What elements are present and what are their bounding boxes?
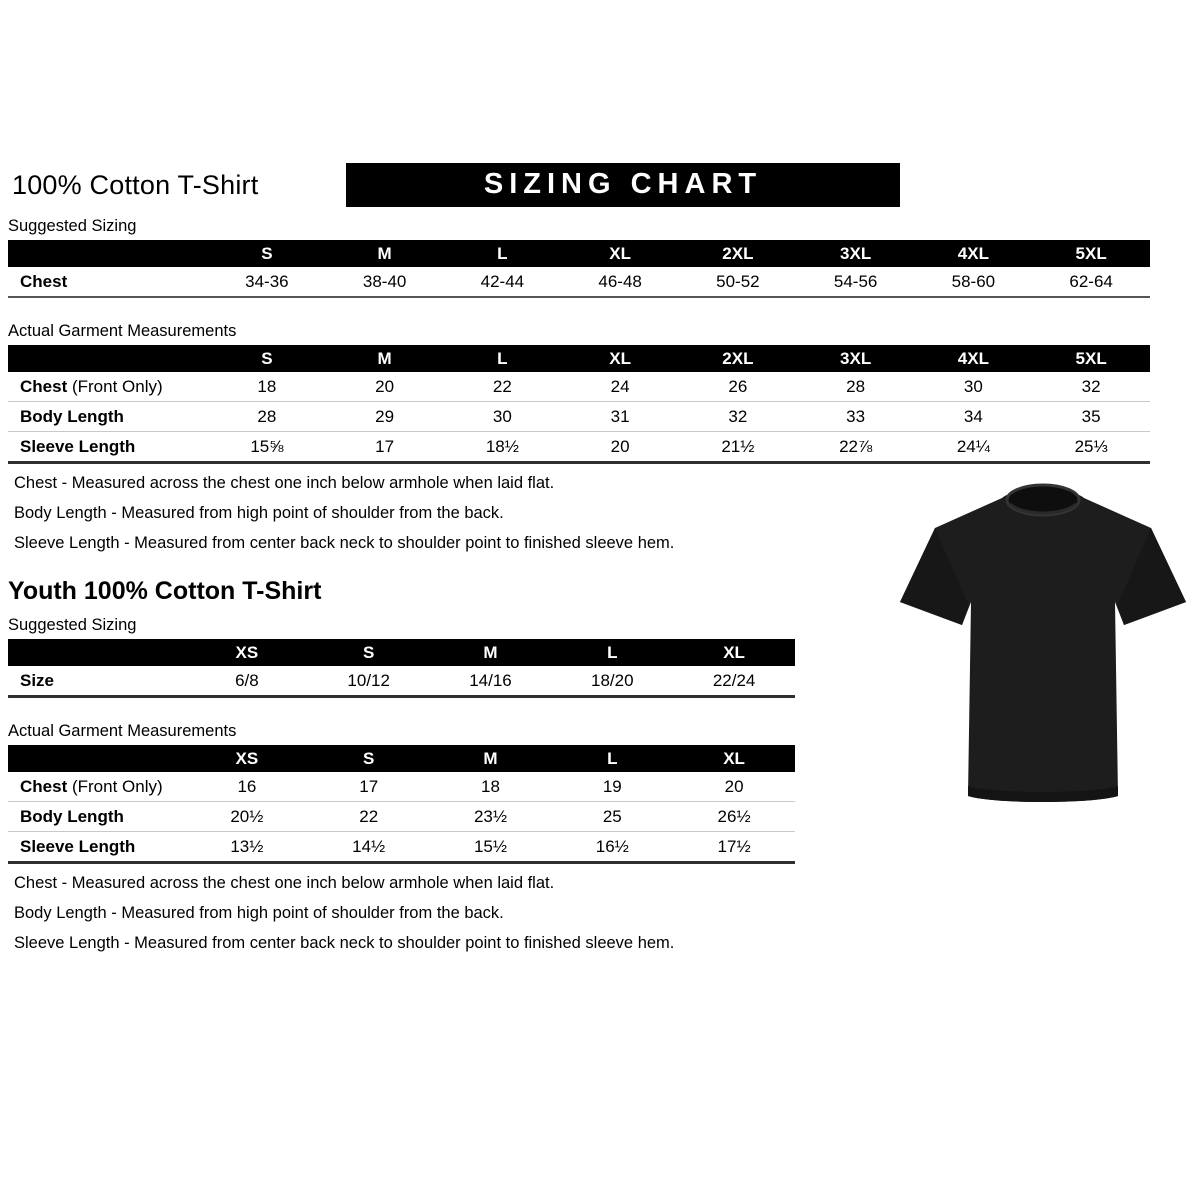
measurement-value: 30 — [915, 372, 1033, 402]
top-bar — [12, 163, 1200, 207]
measurement-value: 46-48 — [561, 267, 679, 297]
size-column-header: 4XL — [915, 240, 1033, 267]
row-label: Chest (Front Only) — [8, 372, 208, 402]
measurement-value: 32 — [679, 402, 797, 432]
table-row — [8, 802, 795, 832]
measurement-value: 17 — [326, 432, 444, 463]
measurement-value: 23½ — [430, 802, 552, 832]
measurement-value: 28 — [797, 372, 915, 402]
table-row — [8, 772, 795, 802]
measurement-value: 38-40 — [326, 267, 444, 297]
adult-suggested-sizing-table — [8, 240, 1150, 298]
note-body-length: Body Length - Measured from high point of shoulder from the back. — [14, 904, 504, 922]
size-column-header: 4XL — [915, 345, 1033, 372]
size-column-header: 2XL — [679, 345, 797, 372]
measurement-value: 16½ — [551, 832, 673, 863]
adult-actual-measurements-table — [8, 345, 1150, 464]
measurement-value: 6/8 — [186, 666, 308, 697]
measurement-value: 28 — [208, 402, 326, 432]
row-label: Size — [8, 666, 186, 697]
table-header-row — [8, 345, 1150, 372]
measurement-value: 30 — [444, 402, 562, 432]
tshirt-product-image — [898, 478, 1188, 814]
table-header-row — [8, 639, 795, 666]
size-column-header: S — [208, 345, 326, 372]
table-row — [8, 402, 1150, 432]
measurement-value: 18/20 — [551, 666, 673, 697]
note-chest: Chest - Measured across the chest one inch below armhole when laid flat. — [14, 474, 555, 492]
youth-measurement-notes — [14, 874, 1200, 953]
measurement-value: 17 — [308, 772, 430, 802]
size-column-header: 3XL — [797, 345, 915, 372]
measurement-value: 25 — [551, 802, 673, 832]
measurement-value: 22/24 — [673, 666, 795, 697]
measurement-value: 10/12 — [308, 666, 430, 697]
measurement-value: 33 — [797, 402, 915, 432]
row-label: Body Length — [8, 402, 208, 432]
empty-header-cell — [8, 240, 208, 267]
measurement-value: 24¼ — [915, 432, 1033, 463]
youth-suggested-sizing-table — [8, 639, 795, 698]
row-label: Sleeve Length — [8, 832, 186, 863]
size-column-header: M — [430, 745, 552, 772]
measurement-value: 26½ — [673, 802, 795, 832]
measurement-value: 13½ — [186, 832, 308, 863]
measurement-value: 22 — [444, 372, 562, 402]
empty-header-cell — [8, 345, 208, 372]
measurement-value: 20 — [673, 772, 795, 802]
table-row — [8, 372, 1150, 402]
measurement-value: 22⅞ — [797, 432, 915, 463]
size-column-header: 5XL — [1032, 345, 1150, 372]
measurement-value: 20 — [561, 432, 679, 463]
note-sleeve-length: Sleeve Length - Measured from center back neck to shoulder point to finished sleeve hem. — [14, 934, 675, 952]
row-label-suffix: (Front Only) — [67, 376, 163, 396]
size-column-header: S — [208, 240, 326, 267]
measurement-value: 15½ — [430, 832, 552, 863]
measurement-value: 19 — [551, 772, 673, 802]
size-column-header: 3XL — [797, 240, 915, 267]
row-label: Chest (Front Only) — [8, 772, 186, 802]
table-header-row — [8, 240, 1150, 267]
youth-actual-measurements-table — [8, 745, 795, 864]
size-column-header: S — [308, 745, 430, 772]
measurement-value: 17½ — [673, 832, 795, 863]
measurement-value: 22 — [308, 802, 430, 832]
measurement-value: 54-56 — [797, 267, 915, 297]
size-column-header: 5XL — [1032, 240, 1150, 267]
measurement-value: 58-60 — [915, 267, 1033, 297]
measurement-value: 31 — [561, 402, 679, 432]
adult-actual-measurements-label: Actual Garment Measurements — [8, 322, 237, 340]
measurement-value: 18½ — [444, 432, 562, 463]
size-column-header: M — [326, 345, 444, 372]
measurement-value: 34 — [915, 402, 1033, 432]
size-column-header: M — [326, 240, 444, 267]
measurement-value: 26 — [679, 372, 797, 402]
empty-header-cell — [8, 745, 186, 772]
row-label: Chest — [8, 267, 208, 297]
empty-header-cell — [8, 639, 186, 666]
note-body-length: Body Length - Measured from high point of shoulder from the back. — [14, 504, 504, 522]
measurement-value: 24 — [561, 372, 679, 402]
measurement-value: 14/16 — [430, 666, 552, 697]
size-column-header: XS — [186, 639, 308, 666]
size-column-header: S — [308, 639, 430, 666]
measurement-value: 50-52 — [679, 267, 797, 297]
sizing-chart-banner: SIZING CHART — [346, 163, 900, 207]
size-column-header: M — [430, 639, 552, 666]
measurement-value: 21½ — [679, 432, 797, 463]
size-column-header: XL — [673, 639, 795, 666]
table-row — [8, 432, 1150, 463]
youth-product-title: Youth 100% Cotton T-Shirt — [8, 577, 322, 605]
size-column-header: L — [551, 745, 673, 772]
size-column-header: XL — [673, 745, 795, 772]
measurement-value: 32 — [1032, 372, 1150, 402]
size-column-header: XL — [561, 345, 679, 372]
row-label: Body Length — [8, 802, 186, 832]
measurement-value: 20½ — [186, 802, 308, 832]
measurement-value: 34-36 — [208, 267, 326, 297]
measurement-value: 18 — [430, 772, 552, 802]
table-row — [8, 832, 795, 863]
youth-suggested-sizing-label: Suggested Sizing — [8, 616, 137, 634]
row-label: Sleeve Length — [8, 432, 208, 463]
youth-actual-measurements-label: Actual Garment Measurements — [8, 722, 237, 740]
note-sleeve-length: Sleeve Length - Measured from center back neck to shoulder point to finished sleeve hem. — [14, 534, 675, 552]
measurement-value: 29 — [326, 402, 444, 432]
measurement-value: 25⅓ — [1032, 432, 1150, 463]
measurement-value: 42-44 — [444, 267, 562, 297]
size-column-header: 2XL — [679, 240, 797, 267]
table-row — [8, 267, 1150, 297]
adult-suggested-sizing-label: Suggested Sizing — [8, 217, 137, 235]
size-column-header: L — [551, 639, 673, 666]
measurement-value: 62-64 — [1032, 267, 1150, 297]
row-label-suffix: (Front Only) — [67, 776, 163, 796]
tshirt-graphic — [898, 478, 1188, 814]
size-column-header: XL — [561, 240, 679, 267]
measurement-value: 18 — [208, 372, 326, 402]
table-header-row — [8, 745, 795, 772]
note-chest: Chest - Measured across the chest one inch below armhole when laid flat. — [14, 874, 555, 892]
size-column-header: L — [444, 240, 562, 267]
measurement-value: 16 — [186, 772, 308, 802]
size-column-header: XS — [186, 745, 308, 772]
measurement-value: 15⅝ — [208, 432, 326, 463]
size-column-header: L — [444, 345, 562, 372]
table-row — [8, 666, 795, 697]
measurement-value: 14½ — [308, 832, 430, 863]
measurement-value: 20 — [326, 372, 444, 402]
adult-product-title: 100% Cotton T-Shirt — [12, 169, 259, 200]
measurement-value: 35 — [1032, 402, 1150, 432]
